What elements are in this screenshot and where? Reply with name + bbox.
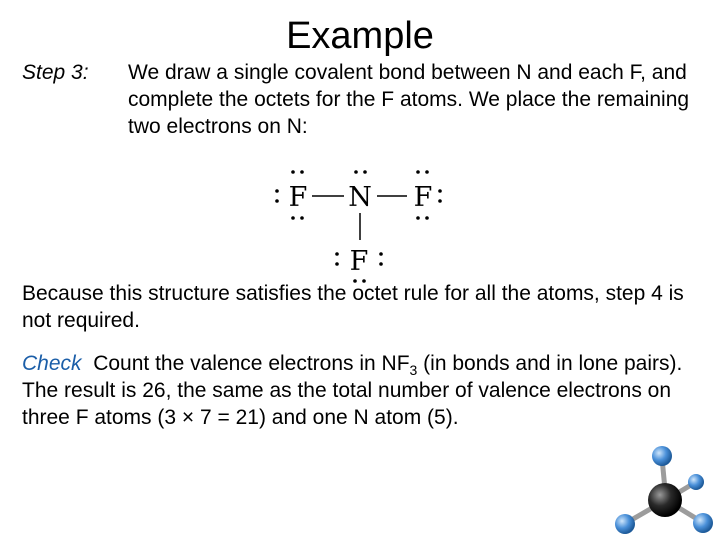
electron-dot bbox=[416, 170, 420, 174]
octet-paragraph: Because this structure satisfies the octet rule for all the atoms, step 4 is not required. bbox=[22, 282, 684, 332]
check-label: Check bbox=[22, 352, 82, 375]
slide-title: Example bbox=[286, 15, 434, 57]
check-text-before: Count the valence electrons in NF bbox=[93, 352, 410, 375]
electron-dot bbox=[438, 199, 442, 203]
electron-dot bbox=[379, 262, 383, 266]
lewis-structure-nf3 bbox=[260, 160, 460, 285]
molecule-model-icon bbox=[608, 440, 720, 540]
electron-dot bbox=[275, 189, 279, 193]
electron-dot bbox=[300, 170, 304, 174]
electron-dot bbox=[438, 189, 442, 193]
check-text-after: (in bonds and in lone pairs). The result is 26, the same as the total number of valence electrons on three F atoms (3 × 7 = 21) and one N atom (5). bbox=[22, 352, 683, 429]
electron-dot bbox=[354, 170, 358, 174]
atom-f-right: F bbox=[413, 182, 433, 213]
atom-f-left: F bbox=[288, 182, 308, 213]
step-text: We draw a single covalent bond between N and each F, and complete the octets for the F atoms. We place the remaining two electrons on N: bbox=[128, 61, 690, 138]
electron-dot bbox=[425, 216, 429, 220]
atom-n: N bbox=[348, 182, 372, 213]
electron-dot bbox=[363, 170, 367, 174]
electron-dot bbox=[275, 199, 279, 203]
check-paragraph bbox=[22, 350, 702, 431]
electron-dot bbox=[300, 216, 304, 220]
electron-dot bbox=[335, 262, 339, 266]
electron-dot bbox=[335, 252, 339, 256]
check-subscript: 3 bbox=[409, 362, 418, 378]
atom-f-bottom: F bbox=[349, 246, 369, 277]
electron-dot bbox=[416, 216, 420, 220]
electron-dot bbox=[291, 216, 295, 220]
electron-dot bbox=[379, 252, 383, 256]
step-label: Step 3: bbox=[22, 61, 89, 84]
electron-dot bbox=[291, 170, 295, 174]
electron-dot bbox=[425, 170, 429, 174]
